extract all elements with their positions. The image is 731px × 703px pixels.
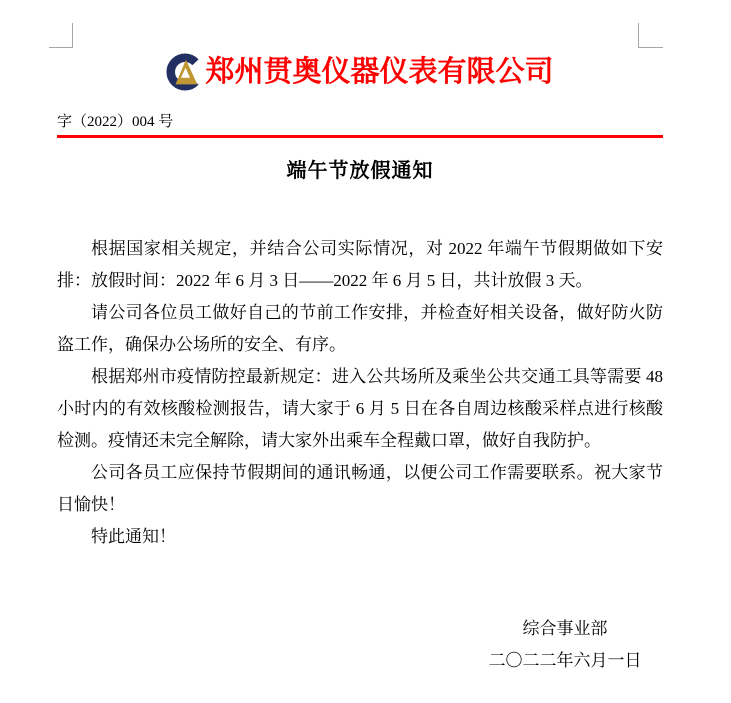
company-header	[57, 52, 663, 92]
notice-title: 端午节放假通知	[286, 160, 434, 182]
company-logo-icon	[166, 53, 204, 91]
company-name: 郑州贯奥仪器仪表有限公司	[205, 56, 554, 88]
body-paragraph-hereby-notice: 特此通知！	[91, 527, 176, 546]
signature-department: 综合事业部	[522, 619, 608, 638]
body-paragraph-covid-rules: 根据郑州市疫情防控最新规定：进入公共场所及乘坐公共交通工具等需要 48 小时内的有效核酸检测报告，请大家于 6 月 5 日在各自周边核酸采样点进行核酸检测。疫情还未完全解除，请大家外出乘车全程戴口罩，做好自我防护。	[57, 367, 663, 450]
body-paragraph-arrangement: 根据国家相关规定，并结合公司实际情况，对 2022 年端午节假期做如下安排：放假时间：2022 年 6 月 3 日——2022 年 6 月 5 日，共计放假 3 天。	[57, 239, 663, 290]
notice-body	[57, 233, 663, 553]
body-paragraph-pre-holiday-work: 请公司各位员工做好自己的节前工作安排，并检查好相关设备，做好防火防盗工作，确保办公场所的安全、有序。	[57, 303, 663, 354]
signature-block	[475, 613, 655, 677]
body-paragraph-keep-in-touch: 公司各员工应保持节假期间的通讯畅通，以便公司工作需要联系。祝大家节日愉快！	[57, 463, 663, 514]
document-content	[57, 0, 663, 677]
doc-number: 字（2022）004 号	[57, 113, 663, 138]
signature-date: 二〇二二年六月一日	[488, 651, 642, 670]
